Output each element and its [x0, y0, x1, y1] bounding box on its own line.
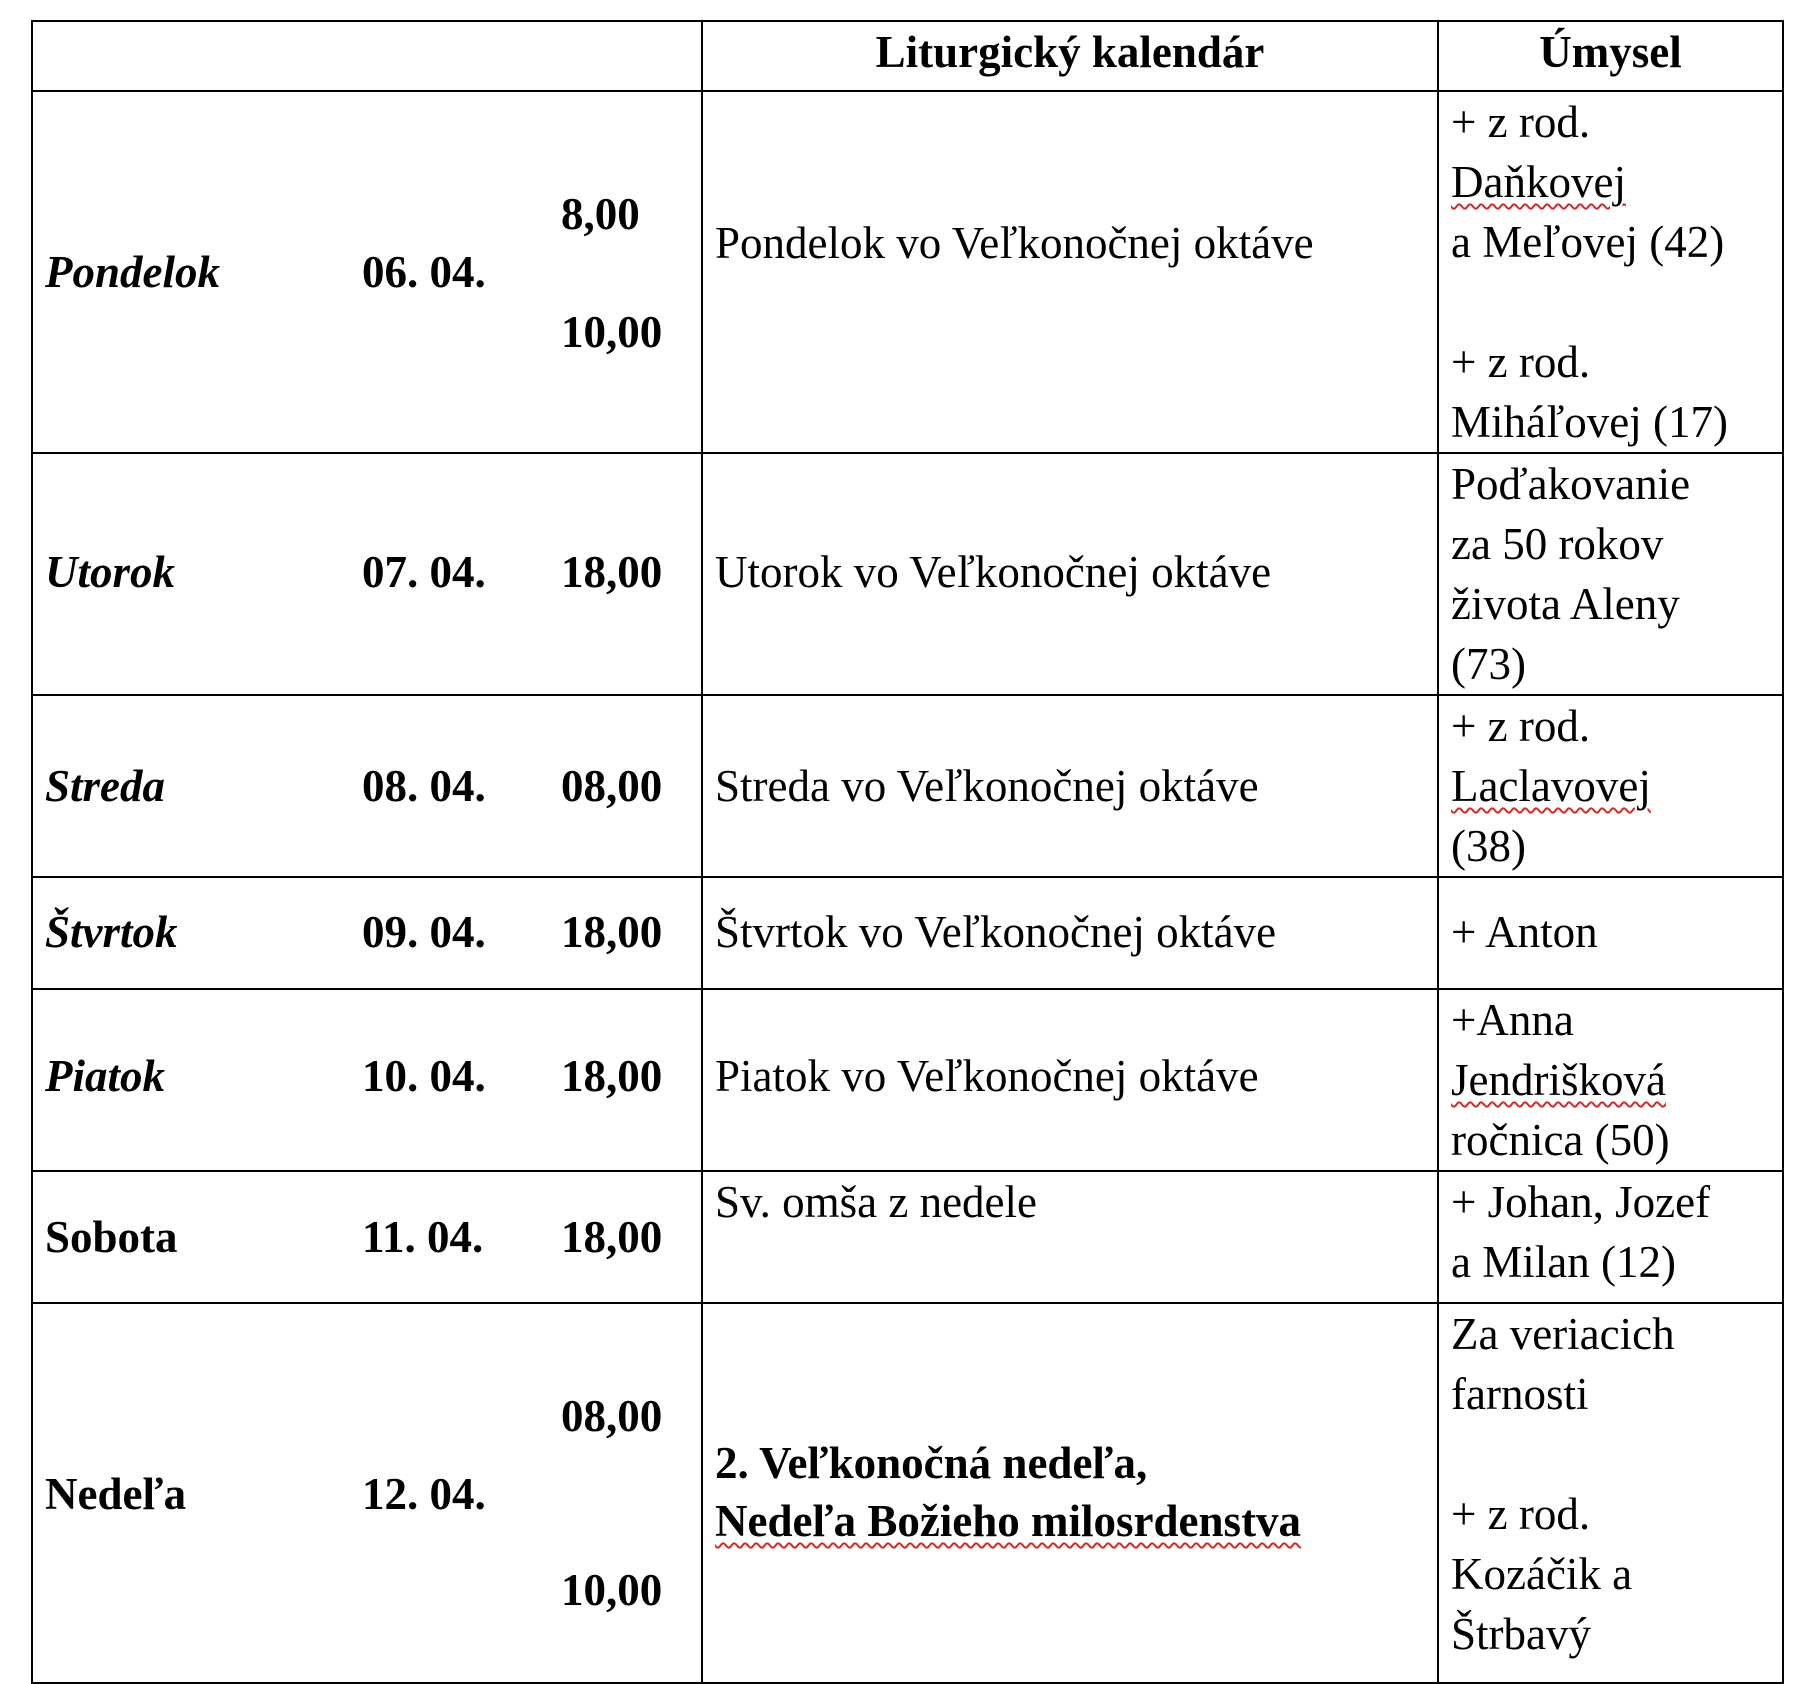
intention-line: + z rod. [1451, 97, 1591, 147]
day-date-time-cell [32, 695, 702, 877]
liturgy-text: Sv. omša z nedele [715, 1177, 1037, 1227]
day-name: Piatok [45, 1051, 165, 1101]
day-date-time-cell [32, 453, 702, 695]
schedule-row-thursday [32, 877, 1783, 989]
liturgy-cell [702, 877, 1438, 989]
intention-line: Jendrišková [1451, 1055, 1666, 1105]
date: 07. 04. [362, 547, 486, 597]
intention-cell [1438, 877, 1783, 989]
mass-time: 18,00 [561, 547, 663, 597]
intention-line: + z rod. [1451, 701, 1591, 751]
liturgy-text: Piatok vo Veľkonočnej oktáve [715, 1051, 1259, 1101]
mass-time: 8,00 [561, 189, 640, 239]
liturgy-text: 2. Veľkonočná nedeľa, [715, 1438, 1148, 1488]
intention-cell [1438, 1303, 1783, 1683]
intention-line: + z rod. [1451, 337, 1591, 387]
intention-line: života Aleny [1451, 579, 1680, 629]
intention-line: za 50 rokov [1451, 519, 1664, 569]
intention-spacer [1451, 272, 1778, 332]
day-name: Streda [45, 761, 166, 811]
mass-time: 10,00 [561, 307, 663, 357]
day-date-time-cell [32, 1303, 702, 1683]
day-name: Štvrtok [45, 907, 178, 957]
liturgy-cell [702, 453, 1438, 695]
intention-line: a Milan (12) [1451, 1237, 1676, 1287]
intention-cell [1438, 1171, 1783, 1303]
schedule-row-saturday [32, 1171, 1783, 1303]
liturgy-cell [702, 91, 1438, 453]
schedule-row-monday [32, 91, 1783, 453]
day-date-time-cell [32, 91, 702, 453]
intention-line: Poďakovanie [1451, 459, 1691, 509]
intention-line: a Meľovej (42) [1451, 217, 1725, 267]
intention-line: + Johan, Jozef [1451, 1177, 1711, 1227]
intention-line: Miháľovej (17) [1451, 397, 1728, 447]
day-date-time-cell [32, 989, 702, 1171]
mass-time: 18,00 [561, 907, 663, 957]
intention-cell [1438, 453, 1783, 695]
header-liturgical-calendar: Liturgický kalendár [702, 21, 1438, 91]
mass-schedule-table [31, 20, 1784, 1684]
mass-time: 10,00 [561, 1565, 663, 1615]
day-name: Sobota [45, 1212, 178, 1262]
liturgy-text: Nedeľa Božieho milosrdenstva [715, 1496, 1302, 1546]
liturgy-cell [702, 1171, 1438, 1303]
schedule-row-friday [32, 989, 1783, 1171]
day-name: Nedeľa [45, 1469, 187, 1519]
intention-cell [1438, 695, 1783, 877]
intention-line: ročnica (50) [1451, 1115, 1670, 1165]
mass-time: 18,00 [561, 1051, 663, 1101]
date: 06. 04. [362, 247, 486, 297]
liturgy-cell [702, 695, 1438, 877]
intention-line: Kozáčik a [1451, 1549, 1633, 1599]
date: 10. 04. [362, 1051, 486, 1101]
liturgy-cell [702, 1303, 1438, 1683]
mass-time: 18,00 [561, 1212, 663, 1262]
day-name: Utorok [45, 547, 176, 597]
day-date-time-cell [32, 1171, 702, 1303]
date: 09. 04. [362, 907, 486, 957]
header-row [32, 21, 1783, 91]
schedule-row-wednesday [32, 695, 1783, 877]
intention-line: Štrbavý [1451, 1609, 1591, 1659]
intention-cell [1438, 91, 1783, 453]
liturgy-text: Streda vo Veľkonočnej oktáve [715, 761, 1259, 811]
day-date-time-cell [32, 877, 702, 989]
mass-time: 08,00 [561, 761, 663, 811]
schedule-row-sunday [32, 1303, 1783, 1683]
liturgy-text: Štvrtok vo Veľkonočnej oktáve [715, 907, 1277, 957]
intention-line: Za veriacich [1451, 1309, 1675, 1359]
liturgy-cell [702, 989, 1438, 1171]
header-intention: Úmysel [1438, 21, 1783, 91]
intention-line: +Anna [1451, 995, 1574, 1045]
intention-line: (73) [1451, 639, 1526, 689]
intention-line: Daňkovej [1451, 157, 1626, 207]
liturgy-text: Pondelok vo Veľkonočnej oktáve [715, 218, 1314, 268]
liturgy-text: Utorok vo Veľkonočnej oktáve [715, 547, 1272, 597]
schedule-row-tuesday [32, 453, 1783, 695]
intention-spacer [1451, 1424, 1778, 1484]
day-name: Pondelok [45, 247, 220, 297]
date: 12. 04. [362, 1469, 486, 1519]
intention-line: farnosti [1451, 1369, 1589, 1419]
header-empty-cell [32, 21, 702, 91]
intention-line: (38) [1451, 821, 1526, 871]
intention-line: Laclavovej [1451, 761, 1651, 811]
intention-cell [1438, 989, 1783, 1171]
date: 11. 04. [362, 1212, 484, 1262]
date: 08. 04. [362, 761, 486, 811]
intention-line: + Anton [1451, 907, 1598, 957]
mass-time: 08,00 [561, 1391, 663, 1441]
intention-line: + z rod. [1451, 1489, 1591, 1539]
